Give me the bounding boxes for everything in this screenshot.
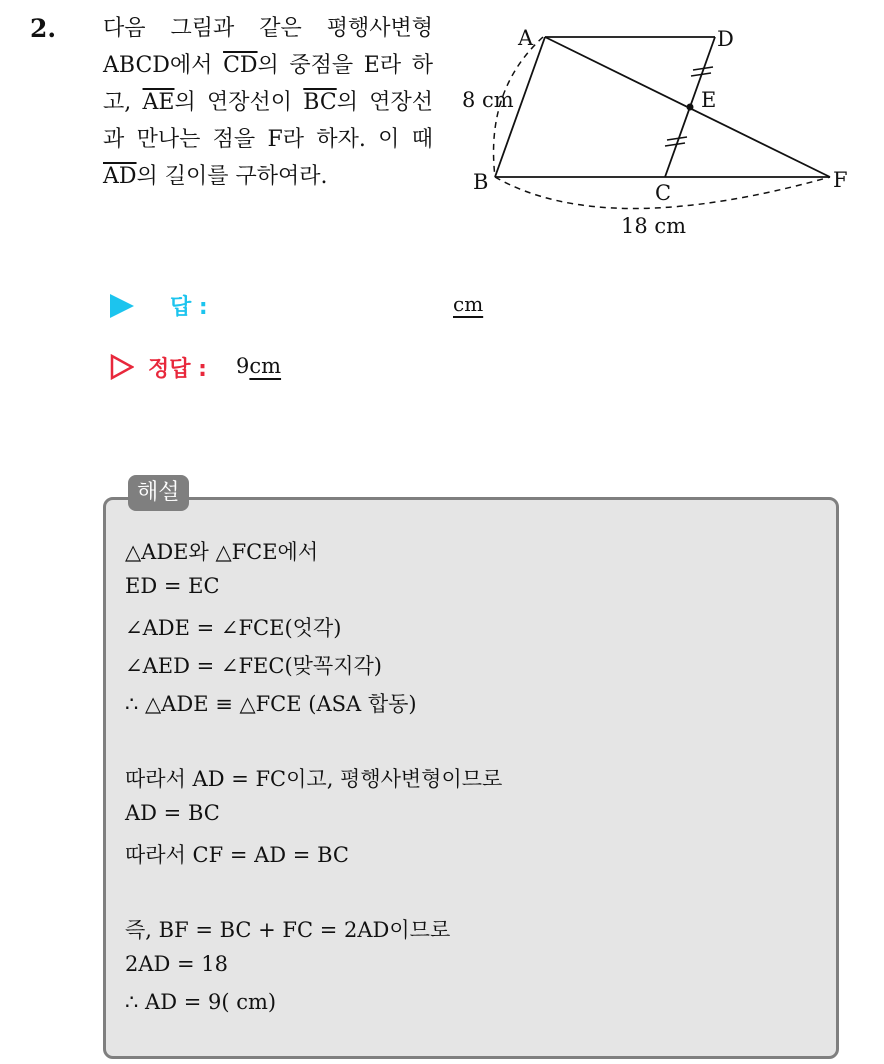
solution-line: 따라서 CF = AD = BC <box>125 843 349 867</box>
outline-triangle-icon <box>110 354 134 380</box>
correct-answer-label: 정답 : <box>148 357 207 382</box>
solution-line: 2AD = 18 <box>125 952 229 976</box>
solution-label: 해설 <box>128 475 189 511</box>
question-part: 의 연장선과 만나는 점을 F라 하자. 이 때 <box>103 90 433 152</box>
label-c: C <box>655 181 672 205</box>
length-bf: 18 cm <box>621 214 687 238</box>
question-part: 의 중점을 E라 하고, <box>103 53 433 115</box>
tick-mark <box>667 137 687 140</box>
play-triangle-icon <box>110 294 134 318</box>
answer-unit: cm <box>453 292 484 316</box>
answer-label: 답 : <box>170 295 208 320</box>
solution-line: ∠ADE = ∠FCE(엇각) <box>125 616 342 640</box>
segment-cd: $\overline{CD}$ <box>223 53 258 78</box>
length-ab: 8 cm <box>462 88 514 112</box>
question-part: 다음 그림과 같은 평행사변형 ABCD에서 <box>103 16 433 78</box>
solution-line: ∴ AD = 9( cm) <box>125 990 277 1014</box>
correct-value-unit: cm <box>249 354 282 378</box>
label-d: D <box>717 27 734 51</box>
segment-ae: $\overline{AE}$ <box>142 90 175 115</box>
solution-line: 즉, BF = BC + FC = 2AD이므로 <box>125 918 451 942</box>
label-b: B <box>473 170 489 194</box>
solution-line: ED = EC <box>125 574 220 598</box>
segment-bc: $\overline{BC}$ <box>303 90 337 115</box>
label-a: A <box>518 26 534 50</box>
question-part: 의 연장선이 <box>174 90 304 115</box>
point-e <box>687 104 694 111</box>
answer-row <box>110 288 510 324</box>
solution-line: ∴ △ADE ≡ △FCE (ASA 합동) <box>125 692 417 716</box>
correct-answer-row <box>110 350 510 386</box>
solution-line: △ADE와 △FCE에서 <box>125 540 319 564</box>
question-text <box>103 10 433 195</box>
segment-ad: $\overline{AD}$ <box>103 164 137 189</box>
solution-line: 따라서 AD = FC이고, 평행사변형이므로 <box>125 767 503 791</box>
correct-value-number: 9 <box>236 354 250 378</box>
solution-line: ∠AED = ∠FEC(맞꼭지각) <box>125 654 382 678</box>
tick-mark <box>665 143 685 146</box>
parallelogram-figure <box>455 15 865 245</box>
label-e: E <box>701 88 717 112</box>
problem-number: 2. <box>30 14 57 43</box>
correct-answer-value <box>236 354 281 378</box>
label-f: F <box>833 168 848 192</box>
solution-line: AD = BC <box>125 801 220 825</box>
question-part: 의 길이를 구하여라. <box>136 164 328 189</box>
